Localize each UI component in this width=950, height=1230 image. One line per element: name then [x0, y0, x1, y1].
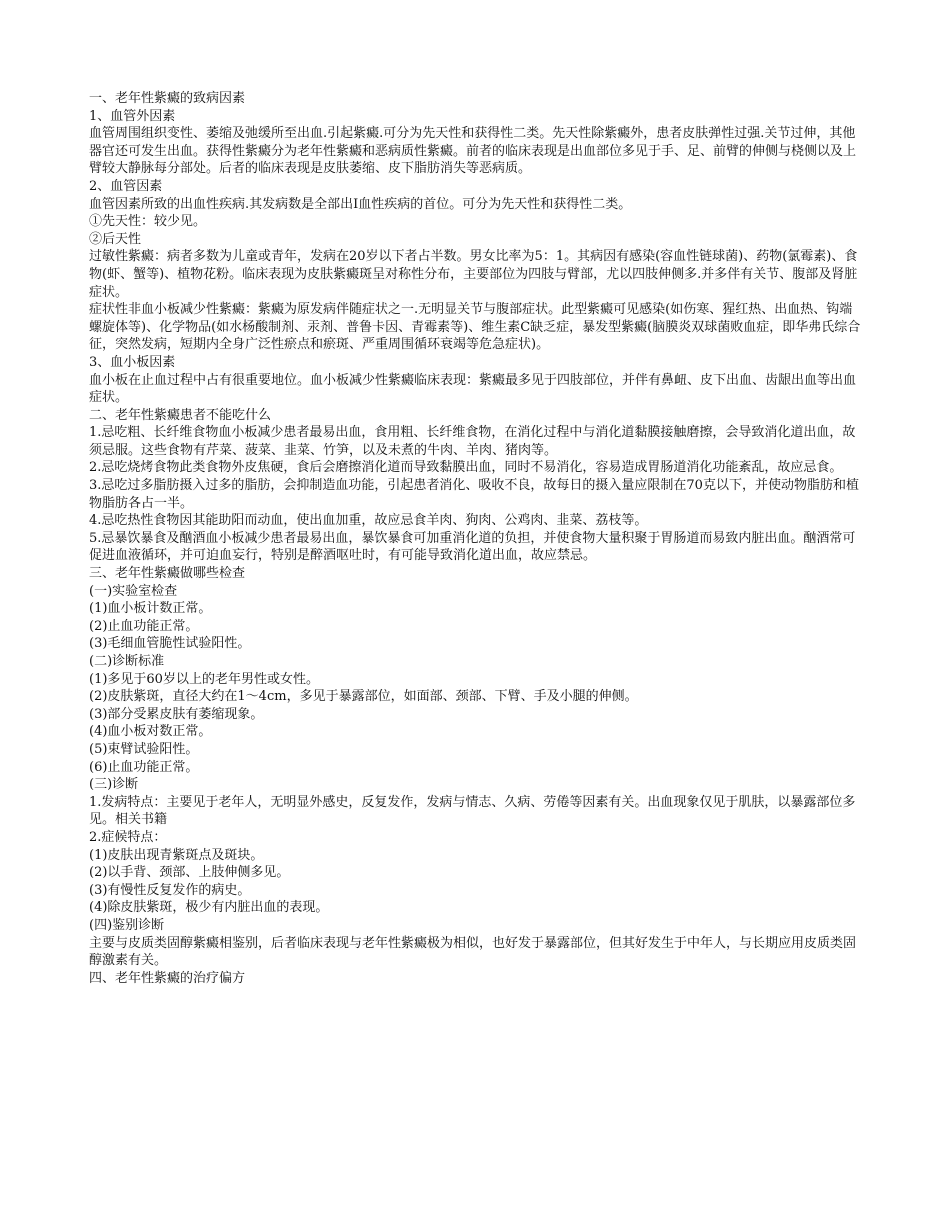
lab-item-2: (2)止血功能正常。: [89, 618, 199, 634]
diagnosis-item-1: 1.发病特点：主要见于老年人，无明显外感史，反复发作，发病与情志、久病、劳倦等因素有关。出血现象仅见于肌肤，以暴露部位多见。相关书籍: [89, 794, 856, 828]
diet-item-4: 4.忌吃热性食物因其能助阳而动血，使出血加重，故应忌食羊肉、狗肉、公鸡肉、韭菜、荔枝等。: [89, 513, 648, 529]
subheading-extravascular: 1、血管外因素: [89, 108, 176, 124]
heading-section-1: 一、老年性紫癜的致病因素: [89, 91, 246, 106]
criteria-item-2: (2)皮肤紫斑，直径大约在1～4cm，多见于暴露部位，如面部、颈部、下臂、手及小腿的伸侧。: [89, 689, 638, 705]
subheading-lab-tests: (一)实验室检查: [89, 583, 178, 599]
subheading-vascular: 2、血管因素: [89, 178, 163, 194]
item-acquired: ②后天性: [89, 231, 142, 247]
criteria-item-3: (3)部分受累皮肤有萎缩现象。: [89, 706, 264, 722]
criteria-item-6: (6)止血功能正常。: [89, 759, 199, 775]
document-body: [89, 90, 864, 987]
item-congenital: ①先天性：较少见。: [89, 214, 207, 230]
symptom-item-1: (1)皮肤出现青紫斑点及斑块。: [89, 847, 264, 863]
paragraph-allergic-purpura: 过敏性紫癜：病者多数为儿童或青年，发病在20岁以下者占半数。男女比率为5：1。其病因有感染(容血性链球菌)、药物(氯霉素)、食物(虾、蟹等)、植物花粉。临床表现为皮肤紫癜斑呈对称性分布，主要部位为四肢与臂部，尤以四肢伸侧多.并多伴有关节、腹部及肾脏症状。: [89, 249, 858, 300]
diet-item-5: 5.忌暴饮暴食及酗酒血小板减少患者最易出血，暴饮暴食可加重消化道的负担，并使食物大量积聚于胃肠道而易致内脏出血。酗酒常可促进血液循环，并可迫血妄行，特别是醉酒呕吐时，有可能导致消化道出血，故应禁忌。: [89, 530, 856, 564]
lab-item-1: (1)血小板计数正常。: [89, 601, 212, 617]
paragraph-symptomatic-purpura: 症状性非血小板减少性紫癜：紫癜为原发病伴随症状之一.无明显关节与腹部症状。此型紫癜可见感染(如伤寒、猩红热、出血热、钩端螺旋体等)、化学物品(如水杨酸制剂、汞剂、普鲁卡因、青霉素等)、维生素C缺乏症，暴发型紫癜(脑膜炎双球菌败血症，即华弗氏综合征，突然发病，短期内全身广泛性瘀点和瘀斑、严重周围循环衰竭等危急症状)。: [89, 302, 861, 353]
heading-section-3: 三、老年性紫癜做哪些检查: [89, 566, 246, 582]
heading-section-4: 四、老年性紫癜的治疗偏方: [89, 970, 246, 986]
heading-section-2: 二、老年性紫癜患者不能吃什么: [89, 407, 272, 423]
lab-item-3: (3)毛细血管脆性试验阳性。: [89, 636, 251, 652]
criteria-item-1: (1)多见于60岁以上的老年男性或女性。: [89, 671, 319, 687]
criteria-item-5: (5)束臂试验阳性。: [89, 741, 199, 757]
subheading-diagnosis: (三)诊断: [89, 777, 139, 793]
paragraph-differential: 主要与皮质类固醇紫癜相鉴别，后者临床表现与老年性紫癜极为相似，也好发于暴露部位，但其好发生于中年人，与长期应用皮质类固醇激素有关。: [89, 935, 857, 969]
subheading-platelet: 3、血小板因素: [89, 354, 176, 370]
criteria-item-4: (4)血小板对数正常。: [89, 724, 212, 740]
diagnosis-item-2: 2.症候特点：: [89, 829, 167, 845]
subheading-differential: (四)鉴别诊断: [89, 917, 165, 933]
diet-item-1: 1.忌吃粗、长纤维食物血小板减少患者最易出血，食用粗、长纤维食物，在消化过程中与消化道黏膜接触磨擦，会导致消化道出血，故须忌服。这些食物有芹菜、菠菜、韭菜、竹笋，以及未煮的牛肉、羊肉、猪肉等。: [89, 425, 856, 458]
symptom-item-4: (4)除皮肤紫斑，极少有内脏出血的表现。: [89, 900, 329, 916]
subheading-criteria: (二)诊断标准: [89, 654, 165, 669]
paragraph-extravascular: 血管周围组织变性、萎缩及弛缓所至出血.引起紫癜.可分为先天性和获得性二类。先天性除紫癜外，患者皮肤弹性过强.关节过伸，其他器官还可发生出血。获得性紫癜分为老年性紫癜和恶病质性紫癜。前者的临床表现是出血部位多见于手、足、前臂的伸侧与桡侧以及上臂较大静脉每分部处。后者的临床表现是皮肤萎缩、皮下脂肪消失等恶病质。: [89, 126, 857, 177]
symptom-item-3: (3)有慢性反复发作的病史。: [89, 882, 251, 898]
symptom-item-2: (2)以手背、颈部、上肢伸侧多见。: [89, 865, 290, 881]
diet-item-2: 2.忌吃烧烤食物此类食物外皮焦硬，食后会磨擦消化道而导致黏膜出血，同时不易消化，容易造成胃肠道消化功能紊乱，故应忌食。: [89, 460, 843, 476]
diet-item-3: 3.忌吃过多脂肪摄入过多的脂肪，会抑制造血功能，引起患者消化、吸收不良，故每日的摄入量应限制在70克以下，并使动物脂肪和植物脂肪各占一半。: [89, 478, 859, 511]
paragraph-platelet: 血小板在止血过程中占有很重要地位。血小板减少性紫癜临床表现：紫癜最多见于四肢部位，并伴有鼻衄、皮下出血、齿龈出血等出血症状。: [89, 372, 857, 406]
paragraph-vascular: 血管因素所致的出血性疾病.其发病数是全部出Ⅰ血性疾病的首位。可分为先天性和获得性二类。: [89, 196, 632, 212]
